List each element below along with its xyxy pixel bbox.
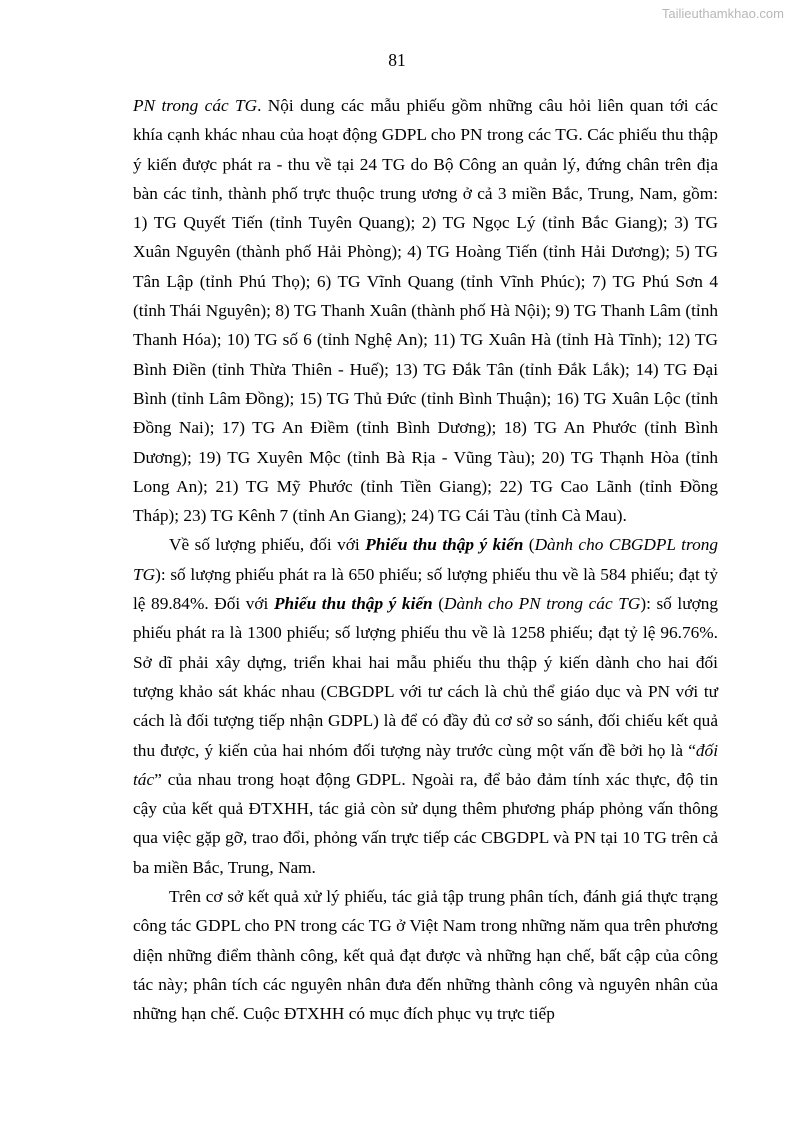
text-run: ): số lượng phiếu phát ra là 650 phiếu; số lượng phiếu thu về là 584 phiếu; đạt tỷ lệ 89.84%. Đối với bbox=[133, 564, 718, 614]
watermark-text: Tailieuthamkhao.com bbox=[661, 6, 784, 21]
text-run: ” của nhau trong hoạt động GDPL. Ngoài ra, để bảo đảm tính xác thực, độ tin cậy của kết quả ĐTXHH, tác giả còn sử dụng thêm phương pháp phỏng vấn thông qua việc gặp gỡ, trao đổi, phỏng vấn trực tiếp các CBGDPL và PN tại 10 TG trên cả ba miền Bắc, Trung, Nam. bbox=[133, 769, 718, 877]
body-text bbox=[133, 91, 718, 1029]
italic-term: Dành cho PN trong các TG bbox=[444, 594, 641, 614]
paragraph-analysis: Trên cơ sở kết quả xử lý phiếu, tác giả tập trung phân tích, đánh giá thực trạng công tác GDPL cho PN trong các TG ở Việt Nam trong những năm qua trên phương diện những điểm thành công, kết quả đạt được và những hạn chế, bất cập của công tác này; phân tích các nguyên nhân đưa đến những thành công và nguyên nhân của những hạn chế. Cuộc ĐTXHH có mục đích phục vụ trực tiếp bbox=[133, 887, 718, 1024]
text-run: Về số lượng phiếu, đối với bbox=[169, 535, 366, 555]
text-run: ( bbox=[523, 535, 535, 555]
text-run: ( bbox=[432, 594, 445, 614]
paragraph-text: . Nội dung các mẫu phiếu gồm những câu hỏi liên quan tới các khía cạnh khác nhau của hoạt động GDPL cho PN trong các TG. Các phiếu thu thập ý kiến được phát ra - thu về tại 24 TG do Bộ Công an quản lý, đứng chân trên địa bàn các tỉnh, thành phố trực thuộc trung ương ở cả 3 miền Bắc, Trung, Nam, gồm: 1) TG Quyết Tiến (tỉnh Tuyên Quang); 2) TG Ngọc Lý (tỉnh Bắc Giang); 3) TG Xuân Nguyên (thành phố Hải Phòng); 4) TG Hoàng Tiến (tỉnh Hải Dương); 5) TG Tân Lập (tỉnh Phú Thọ); 6) TG Vĩnh Quang (tỉnh Vĩnh Phúc); 7) TG Phú Sơn 4 (tỉnh Thái Nguyên); 8) TG Thanh Xuân (thành phố Hà Nội); 9) TG Thanh Lâm (tỉnh Thanh Hóa); 10) TG số 6 (tỉnh Nghệ An); 11) TG Xuân Hà (tỉnh Hà Tĩnh); 12) TG Bình Điền (tỉnh Thừa Thiên - Huế); 13) TG Đắk Tân (tỉnh Đắk Lắk); 14) TG Đại Bình (tỉnh Lâm Đồng); 15) TG Thủ Đức (tỉnh Bình Thuận); 16) TG Xuân Lộc (tỉnh Đồng Nai); 17) TG An Điềm (tỉnh Bình Dương); 18) TG An Phước (tỉnh Bình Dương); 19) TG Xuyên Mộc (tỉnh Bà Rịa - Vũng Tàu); 20) TG Thạnh Hòa (tỉnh Long An); 21) TG Mỹ Phước (tỉnh Tiền Giang); 22) TG Cao Lãnh (tỉnh Đồng Tháp); 23) TG Kênh 7 (tỉnh An Giang); 24) TG Cái Tàu (tỉnh Cà Mau). bbox=[133, 96, 718, 526]
italic-term: đối tác bbox=[133, 740, 718, 789]
paragraph-survey-counts bbox=[133, 530, 718, 882]
bold-italic-term: Phiếu thu thập ý kiến bbox=[273, 594, 433, 614]
bold-italic-term: Phiếu thu thập ý kiến bbox=[365, 535, 524, 555]
italic-lead: PN trong các TG bbox=[133, 96, 258, 115]
page-number: 81 bbox=[388, 50, 406, 70]
italic-term: Dành cho CBGDPL trong TG bbox=[133, 535, 718, 584]
paragraph-survey-locations bbox=[133, 91, 718, 530]
text-run: ): số lượng phiếu phát ra là 1300 phiếu; số lượng phiếu thu về là 1258 phiếu; đạt tỷ lệ 96.76%. Sở dĩ phải xây dựng, triển khai hai mẫu phiếu thu thập ý kiến dành cho hai đối tượng khảo sát khác nhau (CBGDPL với tư cách là chủ thể giáo dục và PN với tư cách là đối tượng tiếp nhận GDPL) là để có đầy đủ cơ sở so sánh, đối chiếu kết quả thu được, ý kiến của hai nhóm đối tượng này trước cùng một vấn đề bởi họ là “ bbox=[133, 594, 719, 760]
